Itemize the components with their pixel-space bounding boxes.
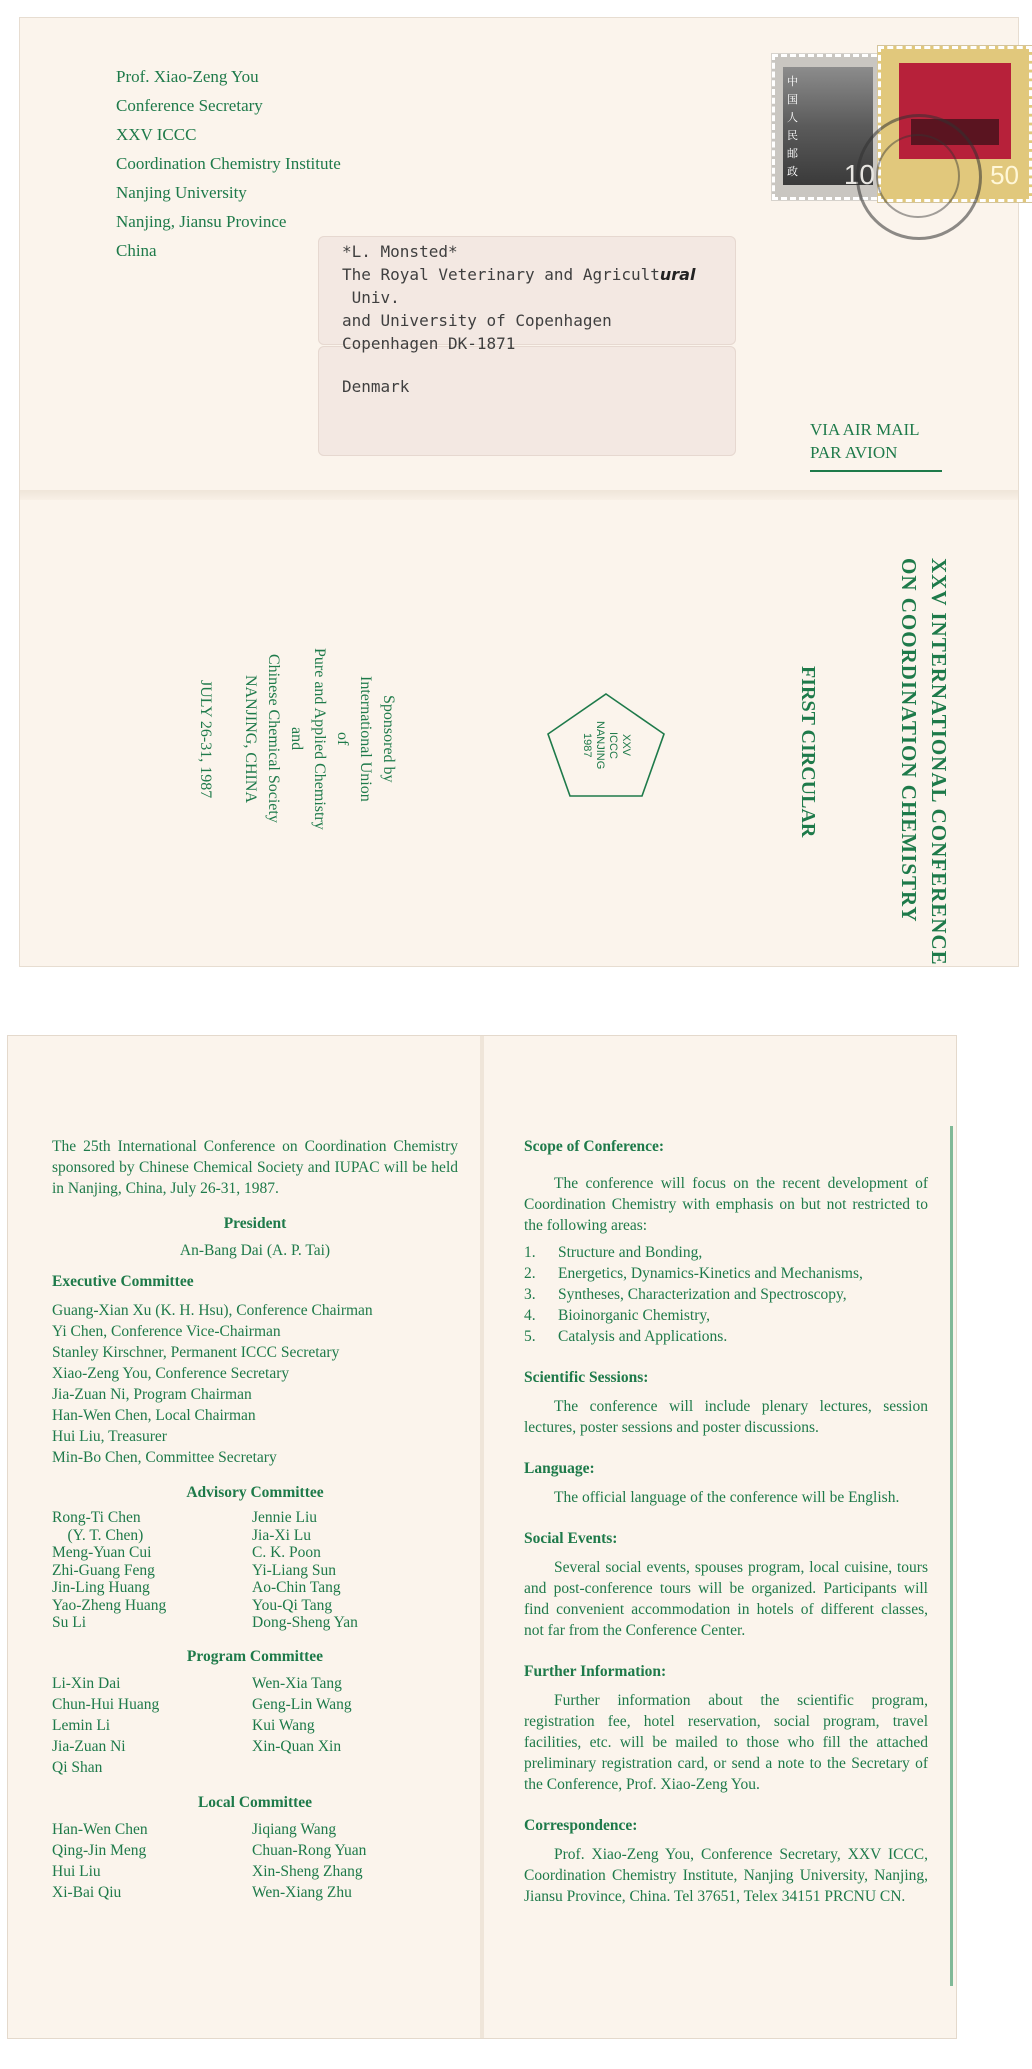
advisory-member: Su Li (52, 1614, 87, 1631)
local-heading: Local Committee (197, 1793, 313, 1811)
local-col-left (52, 1819, 252, 1903)
stamp-value: 50 (990, 160, 1019, 190)
further-paragraph: Further information about the scientific program, registration fee, hotel reservation, social program, travel facilities, etc. will be mailed to those who fill the attached preliminary registration card, or send a note to the Secretary of the Conference, Prof. Xiao-Zeng You. (524, 1692, 928, 1793)
recipient-name: *L. Monsted* (342, 242, 458, 261)
advisory-member: Jin-Ling Huang (52, 1579, 150, 1596)
program-member: Lemin Li (52, 1716, 111, 1734)
advisory-col-left (52, 1509, 252, 1632)
advisory-heading: Advisory Committee (186, 1484, 324, 1501)
return-address-line: Prof. Xiao-Zeng You (116, 67, 259, 86)
recipient-country: Denmark (342, 377, 410, 396)
return-address-line: XXV ICCC (116, 125, 197, 144)
advisory-member: You-Qi Tang (252, 1596, 333, 1614)
circular-inside-sheet (8, 1036, 956, 2038)
program-member: Geng-Lin Wang (252, 1695, 352, 1713)
local-col-right (252, 1819, 452, 1903)
stamp-country-text: 中国人民邮政 (787, 75, 798, 178)
executive-member: Min-Bo Chen, Committee Secretary (52, 1449, 277, 1466)
recipient-address (342, 240, 695, 398)
recipient-line (342, 263, 695, 286)
sponsor-line: JULY 26-31, 1987 (197, 679, 214, 798)
executive-member: Guang-Xian Xu (K. H. Hsu), Conference Chairman (52, 1302, 373, 1319)
fold-line (20, 490, 1018, 500)
conference-title (894, 558, 954, 966)
advisory-member: Yao-Zheng Huang (52, 1596, 167, 1614)
sponsor-line: Pure and Applied Chemistry (311, 648, 328, 830)
advisory-member: Yi-Liang Sun (252, 1561, 336, 1579)
airmail-line: PAR AVION (810, 443, 898, 462)
recipient-typed-part: The Royal Veterinary and Agricult (342, 265, 660, 284)
circular-front-sheet (20, 18, 1018, 966)
inside-fold-line (480, 1036, 484, 2038)
sponsor-line: Chinese Chemical Society (265, 654, 282, 824)
handwritten-correction: ural (659, 265, 696, 284)
sponsor-line: and (288, 727, 305, 751)
advisory-member: Zhi-Guang Feng (52, 1561, 155, 1579)
local-member: Xin-Sheng Zhang (252, 1862, 363, 1880)
return-address (116, 62, 341, 265)
local-member: Chuan-Rong Yuan (252, 1841, 367, 1859)
scope-item: 2. Energetics, Dynamics-Kinetics and Mechanisms, (524, 1265, 863, 1282)
sessions-heading: Scientific Sessions: (524, 1369, 649, 1386)
advisory-list (52, 1509, 458, 1632)
program-member: Jia-Zuan Ni (52, 1737, 126, 1755)
scope-item: 5. Catalysis and Applications. (524, 1328, 728, 1345)
program-heading: Program Committee (186, 1647, 324, 1665)
scope-heading: Scope of Conference: (524, 1138, 665, 1155)
scope-item: 3. Syntheses, Characterization and Spectroscopy, (524, 1286, 847, 1303)
local-member: Jiqiang Wang (252, 1820, 337, 1838)
advisory-member: C. K. Poon (252, 1544, 321, 1561)
president-name: An-Bang Dai (A. P. Tai) (179, 1242, 331, 1259)
recipient-line: Copenhagen DK-1871 (342, 334, 516, 353)
recipient-line: and University of Copenhagen (342, 311, 612, 330)
local-member: Hui Liu (52, 1862, 101, 1880)
executive-member: Han-Wen Chen, Local Chairman (52, 1407, 256, 1424)
executive-member: Hui Liu, Treasurer (52, 1428, 167, 1445)
left-column (52, 1136, 458, 1903)
advisory-member: Meng-Yuan Cui (52, 1544, 152, 1561)
local-list (52, 1819, 458, 1903)
language-paragraph: The official language of the conference will be English. (554, 1489, 900, 1506)
scope-list (524, 1242, 928, 1347)
sessions-paragraph: The conference will include plenary lectures, session lectures, poster sessions and poster discussions. (524, 1398, 928, 1436)
executive-member: Stanley Kirschner, Permanent ICCC Secretary (52, 1344, 340, 1361)
program-col-left (52, 1673, 252, 1778)
logo-line: 1987 (581, 732, 593, 758)
advisory-col-right (252, 1509, 452, 1632)
social-paragraph: Several social events, spouses program, local cuisine, tours and post-conference tours will be organized. Participants will find convenient accommodation in hotels of different classes, not far from the Conference Center. (524, 1559, 928, 1639)
postmark-inner-circle (876, 134, 960, 218)
logo-line: NANJING (594, 720, 606, 770)
logo-line: XXV (620, 733, 632, 756)
language-heading: Language: (524, 1460, 595, 1477)
return-address-line: Conference Secretary (116, 96, 263, 115)
further-heading: Further Information: (524, 1663, 667, 1680)
right-column (524, 1136, 928, 1907)
local-member: Wen-Xiang Zhu (252, 1883, 352, 1901)
stamp-value: 10 (843, 159, 875, 190)
program-member: Qi Shan (52, 1758, 103, 1776)
scope-item: 1. Structure and Bonding, (524, 1244, 703, 1261)
executive-heading: Executive Committee (52, 1273, 194, 1290)
advisory-member: Rong-Ti Chen (52, 1509, 141, 1526)
advisory-member: Ao-Chin Tang (252, 1579, 341, 1596)
iccc-logo (544, 690, 668, 800)
return-address-line: Coordination Chemistry Institute (116, 154, 341, 173)
page-edge (950, 1126, 953, 1986)
program-col-right (252, 1673, 452, 1778)
social-heading: Social Events: (524, 1530, 618, 1547)
correspondence-heading: Correspondence: (524, 1817, 638, 1834)
advisory-member: (Y. T. Chen) (52, 1526, 144, 1544)
advisory-member: Jia-Xi Lu (252, 1526, 311, 1544)
program-member: Wen-Xia Tang (252, 1674, 342, 1692)
first-circular-label: FIRST CIRCULAR (797, 666, 819, 838)
advisory-member: Jennie Liu (252, 1509, 317, 1526)
sponsor-line: of (334, 732, 351, 746)
intro-paragraph: The 25th International Conference on Coordination Chemistry sponsored by Chinese Chemical Society and IUPAC will be held in Nanjing, China, July 26-31, 1987. (52, 1138, 458, 1197)
local-member: Han-Wen Chen (52, 1820, 148, 1838)
scope-item: 4. Bioinorganic Chemistry, (524, 1307, 710, 1324)
sponsor-line: NANJING, CHINA (242, 674, 259, 803)
executive-member: Xiao-Zeng You, Conference Secretary (52, 1365, 290, 1382)
correspondence-paragraph: Prof. Xiao-Zeng You, Conference Secretary, XXV ICCC, Coordination Chemistry Institute, Nanjing University, Nanjing, Jiansu Province, China. Tel 37651, Telex 34151 PRCNU CN. (524, 1846, 928, 1905)
airmail-line: VIA AIR MAIL (810, 420, 920, 439)
sponsor-line: International Union (357, 676, 374, 802)
program-member: Li-Xin Dai (52, 1674, 121, 1692)
program-list (52, 1673, 458, 1778)
airmail-label (810, 418, 920, 464)
local-member: Qing-Jin Meng (52, 1841, 147, 1859)
program-member: Chun-Hui Huang (52, 1695, 160, 1713)
local-member: Xi-Bai Qiu (52, 1883, 122, 1901)
executive-member: Jia-Zuan Ni, Program Chairman (52, 1386, 252, 1403)
logo-line: ICCC (607, 731, 619, 759)
sponsor-block (194, 648, 400, 830)
recipient-line: Univ. (342, 288, 400, 307)
president-heading: President (223, 1215, 287, 1232)
executive-list (52, 1300, 458, 1468)
conference-title-line: ON COORDINATION CHEMISTRY (897, 558, 921, 923)
executive-member: Yi Chen, Conference Vice-Chairman (52, 1323, 281, 1340)
logo-text (544, 690, 668, 800)
return-address-line: China (116, 241, 157, 260)
program-member: Xin-Quan Xin (252, 1737, 342, 1755)
advisory-member: Dong-Sheng Yan (252, 1614, 358, 1631)
sponsor-line: Sponsored by (380, 695, 397, 783)
return-address-line: Nanjing, Jiansu Province (116, 212, 287, 231)
conference-title-line: XXV INTERNATIONAL CONFERENCE (927, 558, 951, 966)
scope-paragraph: The conference will focus on the recent development of Coordination Chemistry with emphasis on but not restricted to the following areas: (524, 1175, 928, 1234)
return-address-line: Nanjing University (116, 183, 247, 202)
airmail-underline (810, 470, 942, 472)
program-member: Kui Wang (252, 1716, 315, 1734)
